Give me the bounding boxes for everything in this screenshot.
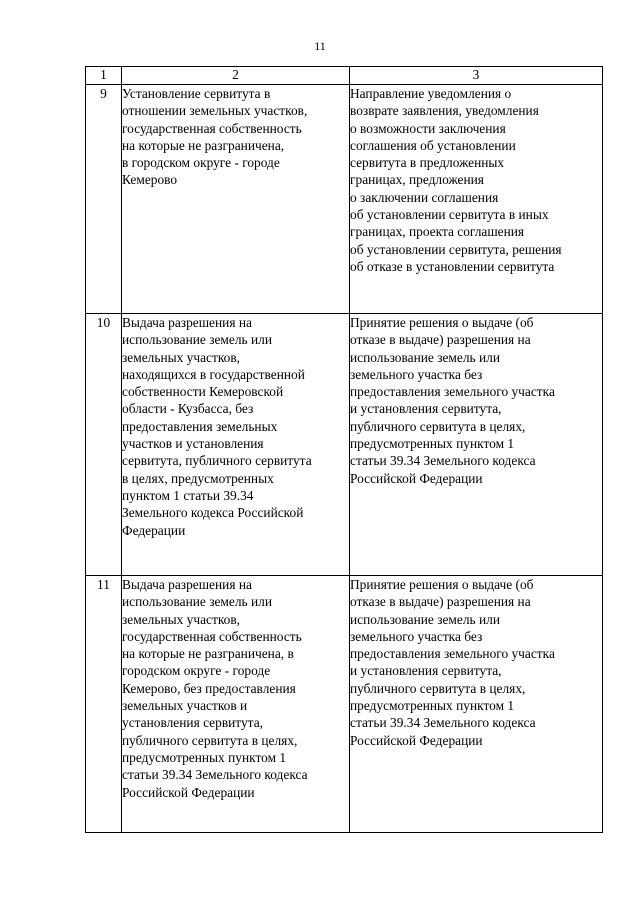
service-name-line: земельных участков,: [122, 349, 241, 365]
service-result-line: публичного сервитута в целях,: [350, 418, 526, 434]
service-name-line: Кемерово: [122, 172, 178, 188]
service-result-line: использование земель или: [350, 611, 501, 627]
service-result-line: статьи 39.34 Земельного кодекса: [350, 453, 536, 469]
services-table: [85, 66, 603, 833]
service-result-line: и установления сервитута,: [350, 663, 502, 679]
service-result-line: Принятие решения о выдаче (об: [350, 577, 534, 592]
service-result-line: Российской Федерации: [350, 732, 483, 748]
column-header-2: 2: [122, 67, 350, 85]
service-name-line: Кемерово, без предоставления: [122, 680, 296, 696]
service-name-line: предусмотренных пунктом 1: [122, 749, 287, 765]
service-result-line: предусмотренных пунктом 1: [350, 698, 515, 714]
service-result-line: предоставления земельного участка: [350, 646, 555, 662]
service-name-line: Выдача разрешения на: [122, 315, 252, 330]
service-result-line: об отказе в установлении сервитута: [350, 258, 555, 274]
row-number: 10: [86, 314, 122, 576]
service-name-line: собственности Кемеровской: [122, 384, 284, 400]
service-result-line: земельного участка без: [350, 366, 483, 382]
service-result-line: об установлении сервитута, решения: [350, 241, 562, 257]
service-result-line: возврате заявления, уведомления: [350, 103, 539, 119]
service-result-line: предоставления земельного участка: [350, 384, 555, 400]
service-name-line: пунктом 1 статьи 39.34: [122, 487, 254, 503]
service-name-line: городском округе - городе: [122, 663, 271, 679]
row-number: 9: [86, 85, 122, 314]
column-header-1: 1: [86, 67, 122, 85]
service-result-line: о возможности заключения: [350, 120, 506, 136]
row-number: 11: [86, 576, 122, 833]
service-name-line: находящихся в государственной: [122, 366, 305, 382]
service-name-line: Федерации: [122, 522, 186, 538]
service-name-line: государственная собственность: [122, 628, 302, 644]
service-name-line: в городском округе - городе: [122, 155, 280, 171]
service-result-line: об установлении сервитута в иных: [350, 207, 549, 223]
service-name-line: использование земель или: [122, 332, 273, 348]
service-result-cell: [350, 85, 603, 314]
service-name-line: Выдача разрешения на: [122, 577, 252, 592]
service-result-line: Принятие решения о выдаче (об: [350, 315, 534, 330]
service-name-line: публичного сервитута в целях,: [122, 732, 298, 748]
service-result-cell: [350, 314, 603, 576]
service-result-line: Российской Федерации: [350, 470, 483, 486]
service-result-line: публичного сервитута в целях,: [350, 680, 526, 696]
service-name-line: отношении земельных участков,: [122, 103, 308, 119]
service-result-line: отказе в выдаче) разрешения на: [350, 594, 531, 610]
table-header-row: [86, 67, 603, 85]
table-row: [86, 576, 603, 833]
service-name-line: Земельного кодекса Российской: [122, 505, 304, 521]
service-result-cell: [350, 576, 603, 833]
service-name-line: на которые не разграничена, в: [122, 646, 294, 662]
column-header-3: 3: [350, 67, 603, 85]
service-result-line: Направление уведомления о: [350, 86, 512, 101]
service-result-line: предусмотренных пунктом 1: [350, 436, 515, 452]
service-name-line: в целях, предусмотренных: [122, 470, 274, 486]
table-row: [86, 314, 603, 576]
service-name-line: сервитута, публичного сервитута: [122, 453, 312, 469]
service-name-line: статьи 39.34 Земельного кодекса: [122, 767, 308, 783]
service-result-line: соглашения об установлении: [350, 137, 516, 153]
service-result-line: земельного участка без: [350, 628, 483, 644]
service-name-line: государственная собственность: [122, 120, 302, 136]
service-name-line: предоставления земельных: [122, 418, 278, 434]
service-name-line: участков и установления: [122, 436, 264, 452]
service-result-line: границах, проекта соглашения: [350, 224, 525, 240]
service-name-line: на которые не разграничена,: [122, 137, 285, 153]
service-result-line: использование земель или: [350, 349, 501, 365]
service-result-line: отказе в выдаче) разрешения на: [350, 332, 531, 348]
table-row: [86, 85, 603, 314]
service-result-line: сервитута в предложенных: [350, 155, 505, 171]
service-name-line: земельных участков и: [122, 698, 248, 714]
service-name-line: земельных участков,: [122, 611, 241, 627]
service-result-line: и установления сервитута,: [350, 401, 502, 417]
service-name-line: области - Кузбасса, без: [122, 401, 254, 417]
page-number: 11: [314, 39, 326, 53]
service-result-line: о заключении соглашения: [350, 189, 499, 205]
service-name-line: использование земель или: [122, 594, 273, 610]
service-name-line: Установление сервитута в: [122, 86, 271, 101]
service-result-line: статьи 39.34 Земельного кодекса: [350, 715, 536, 731]
service-name-cell: [122, 576, 350, 833]
service-name-line: установления сервитута,: [122, 715, 263, 731]
service-name-cell: [122, 314, 350, 576]
service-name-cell: [122, 85, 350, 314]
service-name-line: Российской Федерации: [122, 784, 255, 800]
service-result-line: границах, предложения: [350, 172, 484, 188]
